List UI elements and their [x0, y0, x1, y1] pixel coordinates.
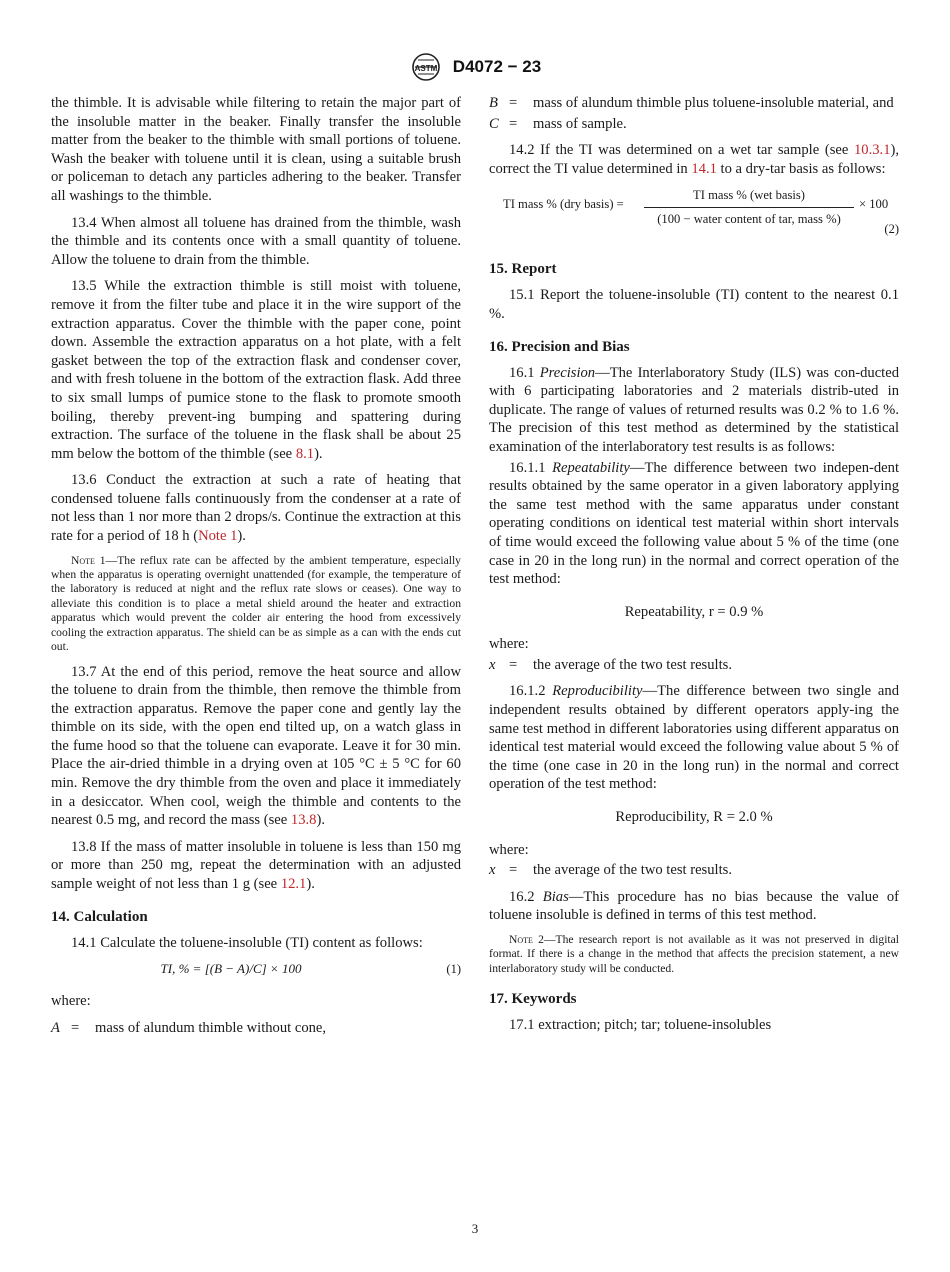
link-13-8[interactable]: 13.8	[290, 812, 317, 829]
paragraph-16-1-1: 16.1.1 Repeatability—The difference between two indepen-dent results obtained by the same operator in a given laboratory applying the same test method with the same apparatus under constant operating conditions on identical test material within short intervals of time would exceed the following value about 5 % of the time (one case in 20 in the long run) in the normal and correct operation of the test method:	[489, 459, 899, 588]
definition-c-equals: =	[509, 115, 518, 132]
section-heading-calculation: 14. Calculation	[51, 908, 148, 925]
definition-b	[489, 94, 899, 113]
paragraph-continuation: the thimble. It is advisable while filtering to retain the major part of the insoluble matter in the beaker. Finally transfer the insoluble matter from the beaker to the thimble with small portions of toluene. Wash the beaker with toluene until it is clean, using a suitable brush or policeman to detach any particles adhering to the beaker. Transfer all washings to the thimble.	[51, 95, 461, 204]
equation-2-denominator: (100 − water content of tar, mass %)	[657, 211, 841, 226]
definition-c-text: mass of sample.	[533, 115, 627, 132]
paragraph-13-7: 13.7 At the end of this period, remove the heat source and allow the toluene to drain from the thimble, then remove the thimble from the extraction apparatus. Remove the paper cone and gently lay the thimble on its side, with the open end tilted up, on a watch glass in the fume hood so that the toluene can evaporate. Leave it for 30 min. Place the air-dried thimble in a drying oven at 105 °C ± 5 °C for 60 min. Remove the dry thimble from the oven and place it immediately in a desiccator. When cool, weigh the thimble and contents to the nearest 0.5 mg, and record the mass (see 13.8).	[51, 663, 461, 829]
definition-b-equals: =	[509, 95, 518, 111]
paragraph-15-1: 15.1 Report the toluene-insoluble (TI) content to the nearest 0.1 %.	[489, 287, 899, 322]
link-8-1[interactable]: 8.1	[295, 445, 315, 462]
equation-2-numerator: TI mass % (wet basis)	[644, 186, 854, 208]
link-10-3-1[interactable]: 10.3.1	[854, 142, 891, 159]
paragraph-13-6: 13.6 Conduct the extraction at such a rate of heating that condensed toluene falls continuously from the condenser at a rate of not less than 1 nor more than 2 drops/s. Continue the extraction at this rate for a period of 18 h (Note 1).	[51, 472, 461, 545]
svg-text:ASTM: ASTM	[414, 64, 438, 73]
definition-x-2-symbol: x	[489, 862, 496, 879]
equation-2-lhs: TI mass % (dry basis) =	[503, 197, 624, 212]
note-1: Note 1—The reflux rate can be affected by the ambient temperature, especially when the apparatus is operating overnight unattended (for example, the temperature of the laboratory is reduced at night and the reflux rate slows or ceases). One way to alleviate this condition is to place a metal shield around the heater and extraction apparatus which would prevent the colder air entering the hood from excessively cooling the extraction apparatus. The shield can be as simple as a can with the ends cut out.	[51, 553, 461, 654]
section-heading-precision-bias: 16. Precision and Bias	[489, 338, 630, 355]
note-2: Note 2—The research report is not available as it was not preserved in digital format. If there is a change in the method that affects the precision statement, a new interlaboratory study will be conducted.	[489, 933, 899, 975]
where-label: where:	[51, 993, 91, 1010]
equation-1	[51, 960, 461, 982]
where-label-2: where:	[489, 841, 529, 858]
equation-2	[489, 186, 899, 246]
equation-2-number: (2)	[884, 222, 899, 237]
where-label-1: where:	[489, 636, 529, 653]
definition-a-text: mass of alundum thimble without cone,	[95, 1019, 327, 1036]
definition-x-2-equals: =	[509, 862, 518, 879]
paragraph-13-4: 13.4 When almost all toluene has drained from the thimble, wash the thimble and its contents once with a small quantity of toluene. Allow the toluene to drain from the thimble.	[51, 214, 461, 268]
paragraph-17-1: 17.1 extraction; pitch; tar; toluene-insolubles	[509, 1017, 772, 1034]
right-column	[489, 94, 899, 1043]
page-header	[0, 52, 950, 82]
definition-c	[489, 115, 899, 134]
definition-a-symbol: A	[51, 1019, 60, 1036]
paragraph-14-1: 14.1 Calculate the toluene-insoluble (TI) content as follows:	[71, 934, 423, 951]
definition-b-text: mass of alundum thimble plus toluene-insoluble material, and	[533, 95, 894, 111]
paragraph-13-5: 13.5 While the extraction thimble is still moist with toluene, remove it from the filter tube and place it in the wire support of the extraction apparatus. Cover the thimble with the paper cone, point down. Assemble the extraction apparatus on a hot plate, with a felt gasket between the top of the extraction flask and condenser cover, and with fresh toluene in the bottom of the extraction flask. Add three to six small lumps of pumice stone to the flask to promote smooth boiling, thereby prevent-ing bumping and spattering during extraction. The surface of the toluene in the flask shall be about 25 mm below the bottom of the thimble (see 8.1).	[51, 278, 461, 462]
paragraph-16-1: 16.1 Precision—The Interlaboratory Study (ILS) was con-ducted with 6 participating laboratories and 2 materials distrib-uted in duplicate. The range of values of returned results was 0.2 % to 1.6 %. The precision of this test method as determined by the statistical examination of the interlaboratory test results is as follows:	[489, 364, 899, 455]
equation-1-number: (1)	[446, 962, 461, 977]
left-column	[51, 94, 461, 1039]
definition-a-equals: =	[71, 1019, 80, 1036]
section-heading-keywords: 17. Keywords	[489, 991, 577, 1008]
link-note-1[interactable]: Note 1	[198, 528, 238, 545]
paragraph-16-2: 16.2 Bias—This procedure has no bias because the value of toluene insoluble is defined in terms of this test method.	[489, 888, 899, 924]
definition-x-1-text: the average of the two test results.	[533, 656, 732, 673]
link-14-1[interactable]: 14.1	[691, 160, 717, 177]
paragraph-14-2: 14.2 If the TI was determined on a wet tar sample (see 10.3.1), correct the TI value determined in 14.1 to a dry-tar basis as follows:	[489, 142, 899, 177]
astm-logo-icon	[409, 52, 443, 82]
reproducibility-value: Reproducibility, R = 2.0 %	[615, 809, 773, 826]
equation-2-multiplier: × 100	[859, 197, 889, 212]
equation-1-body: TI, % = [(B − A)/C] × 100	[160, 961, 302, 977]
section-heading-report: 15. Report	[489, 261, 557, 278]
definition-b-symbol: B	[489, 95, 498, 111]
definition-a	[51, 1019, 461, 1038]
definition-x-1-equals: =	[509, 656, 518, 673]
definition-x-2	[489, 861, 899, 880]
paragraph-16-1-2: 16.1.2 Reproducibility—The difference between two single and independent results obtained by different operators apply-ing the same test method in different laboratories using different apparatus on identical test material would exceed the following value about 5 % of the time (one case in 20 in the long run) in the normal and correct operation of the test method:	[489, 683, 899, 793]
definition-x-1	[489, 656, 899, 675]
definition-x-2-text: the average of the two test results.	[533, 862, 732, 879]
link-12-1[interactable]: 12.1	[280, 876, 307, 893]
definition-x-1-symbol: x	[489, 656, 496, 673]
repeatability-value: Repeatability, r = 0.9 %	[624, 603, 764, 620]
document-id: D4072 − 23	[452, 57, 542, 76]
page-number: 3	[471, 1221, 479, 1236]
paragraph-13-8: 13.8 If the mass of matter insoluble in toluene is less than 150 mg or more than 250 mg, repeat the determination with an adjusted sample weight of not less than 1 g (see 12.1).	[51, 838, 461, 893]
definition-c-symbol: C	[489, 115, 499, 132]
equation-2-fraction	[644, 186, 854, 228]
